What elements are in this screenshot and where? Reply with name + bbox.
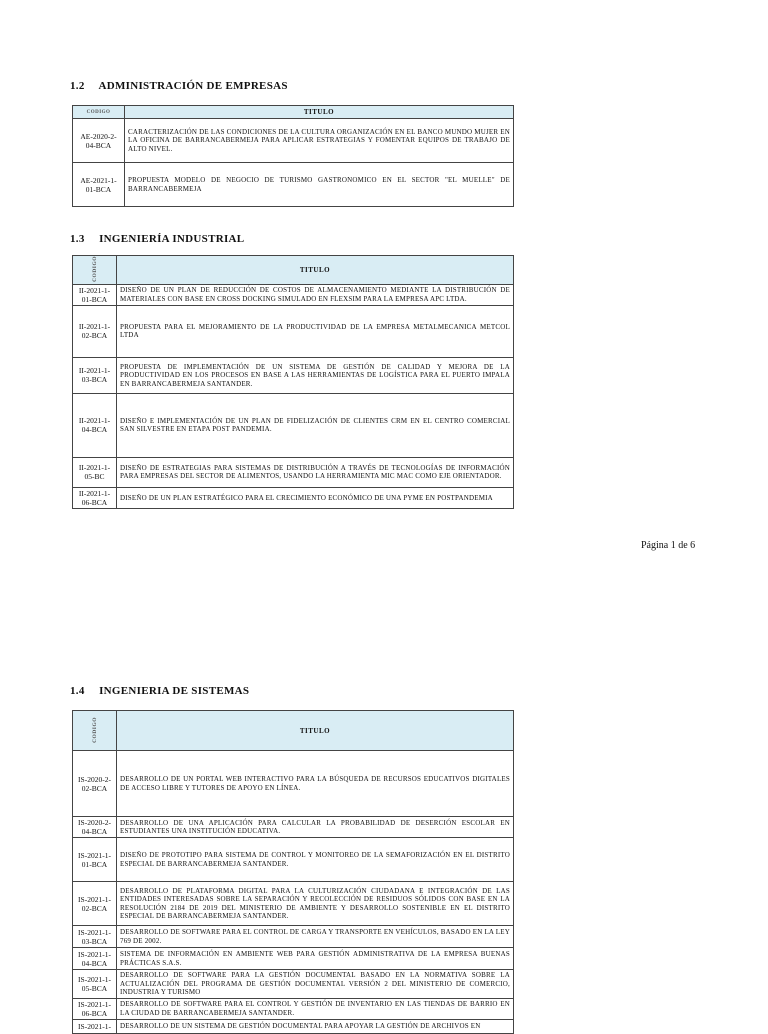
table-row [73,817,514,838]
title-cell: PROPUESTA DE IMPLEMENTACIÓN DE UN SISTEMA DE GESTIÓN DE CALIDAD Y MEJORA DE LA PRODUCTIVIDAD EN LOS PROCESOS EN BASE A LAS HERRAMIENTAS DE LOGÍSTICA PARA EL PUERTO IMPALA EN BARRANCABERMEJA SANTANDER. [117,357,514,393]
title-cell: DESARROLLO DE PLATAFORMA DIGITAL PARA LA CULTURIZACIÓN CIUDADANA E INTEGRACIÓN DE LAS ENTIDADES INTERESADAS SOBRE LA SEPARACIÓN Y RECOLECCIÓN DE RESIDUOS SÓLIDOS CON BASE EN LA RESOLUCIÓN 2184 DE 2019 DEL MINISTERIO DE AMBIENTE Y DESARROLLO SOSTENIBLE EN EL DISTRITO ESPECIAL DE BARRANCABERMEJA SANTANDER. [117,882,514,926]
title-cell: DESARROLLO DE UNA APLICACIÓN PARA CALCULAR LA PROBABILIDAD DE DESERCIÓN ESCOLAR EN ESTUDIANTES UNA INSTITUCIÓN EDUCATIVA. [117,817,514,838]
table-row [73,926,514,948]
table-row [73,1019,514,1033]
title-cell: PROPUESTA MODELO DE NEGOCIO DE TURISMO GASTRONOMICO EN EL SECTOR "EL MUELLE" DE BARRANCABERMEJA [125,163,514,207]
table-row [73,838,514,882]
column-header-codigo: CODIGO [73,256,117,285]
table-row [73,948,514,970]
table-row [73,119,514,163]
title-cell: SISTEMA DE INFORMACIÓN EN AMBIENTE WEB PARA GESTIÓN ADMINISTRATIVA DE LA EMPRESA BUENAS PRÁCTICAS S.A.S. [117,948,514,970]
table-row [73,393,514,457]
column-header-titulo: TITULO [117,256,514,285]
code-cell: II-2021-1-02-BCA [73,305,117,357]
code-cell: II-2021-1-06-BCA [73,487,117,508]
title-cell: DESARROLLO DE UN SISTEMA DE GESTIÓN DOCUMENTAL PARA APOYAR LA GESTIÓN DE ARCHIVOS EN [117,1019,514,1033]
title-cell: DESARROLLO DE SOFTWARE PARA EL CONTROL Y GESTIÓN DE INVENTARIO EN LAS TIENDAS DE BARRIO EN LA CIUDAD DE BARRANCABERMEJA SANTANDER. [117,998,514,1019]
code-cell: II-2021-1-05-BC [73,457,117,487]
title-cell: DISEÑO DE UN PLAN ESTRATÉGICO PARA EL CRECIMIENTO ECONÓMICO DE UNA PYME EN POSTPANDEMIA [117,487,514,508]
title-cell: DISEÑO DE ESTRATEGIAS PARA SISTEMAS DE DISTRIBUCIÓN A TRAVÉS DE TECNOLOGÍAS DE INFORMACIÓN PARA EMPRESAS DEL SECTOR DE ALIMENTOS, USANDO LA HERRAMIENTA MIC MAC COMO EJE ORIENTADOR. [117,457,514,487]
code-cell: IS-2021-1- [73,1019,117,1033]
table-industrial [72,255,514,509]
table-row [73,163,514,207]
section-title: INGENIERÍA INDUSTRIAL [99,233,245,245]
code-cell: IS-2021-1-06-BCA [73,998,117,1019]
table-row [73,487,514,508]
code-cell: IS-2020-2-04-BCA [73,817,117,838]
code-cell: II-2021-1-04-BCA [73,393,117,457]
section-heading-industrial [70,233,244,245]
code-cell: IS-2021-1-03-BCA [73,926,117,948]
section-title: ADMINISTRACIÓN DE EMPRESAS [98,80,288,92]
title-cell: DESARROLLO DE SOFTWARE PARA LA GESTIÓN DOCUMENTAL BASADO EN LA NORMATIVA SOBRE LA ACTUALIZACIÓN DEL PROGRAMA DE GESTIÓN DOCUMENTAL VERSIÓN 2 DEL MINISTERIO DE COMERCIO, INDUSTRIA Y TURISMO [117,970,514,999]
table-administracion [72,105,514,207]
section-title: INGENIERIA DE SISTEMAS [99,685,250,697]
table-sistemas [72,710,514,1034]
section-number: 1.4 [70,685,85,697]
code-cell: II-2021-1-03-BCA [73,357,117,393]
title-cell: CARACTERIZACIÓN DE LAS CONDICIONES DE LA CULTURA ORGANIZACIÓN EN EL BANCO MUNDO MUJER EN LA OFICINA DE BARRANCABERMEJA PARA APLICAR ESTRATEGIAS Y FOMENTAR EQUIPOS DE TRABAJO DE ALTO NIVEL. [125,119,514,163]
table-row [73,970,514,999]
table-row [73,998,514,1019]
table-row [73,305,514,357]
section-heading-administracion [70,80,288,92]
table-row [73,284,514,305]
code-cell: IS-2021-1-05-BCA [73,970,117,999]
title-cell: DESARROLLO DE UN PORTAL WEB INTERACTIVO PARA LA BÚSQUEDA DE RECURSOS EDUCATIVOS DIGITALES DE ACCESO LIBRE Y TUTORES DE APOYO EN LÍNEA. [117,751,514,817]
column-header-codigo: CODIGO [73,711,117,751]
column-header-titulo: TITULO [125,106,514,119]
code-cell: AE-2021-1-01-BCA [73,163,125,207]
column-header-codigo: CODIGO [73,106,125,119]
title-cell: DESARROLLO DE SOFTWARE PARA EL CONTROL DE CARGA Y TRANSPORTE EN VEHÍCULOS, BASADO EN LA LEY 769 DE 2002. [117,926,514,948]
title-cell: DISEÑO E IMPLEMENTACIÓN DE UN PLAN DE FIDELIZACIÓN DE CLIENTES CRM EN EL CENTRO COMERCIAL SAN SILVESTRE EN ETAPA POST PANDEMIA. [117,393,514,457]
section-number: 1.3 [70,233,85,245]
document-page-2 [0,600,768,1031]
code-cell: AE-2020-2-04-BCA [73,119,125,163]
section-number: 1.2 [70,80,85,92]
title-cell: DISEÑO DE UN PLAN DE REDUCCIÓN DE COSTOS DE ALMACENAMIENTO MEDIANTE LA DISTRIBUCIÓN DE MATERIALES CON BASE EN CROSS DOCKING SIMULADO EN FLEXSIM PARA LA EMPRESA APC LTDA. [117,284,514,305]
code-cell: IS-2021-1-04-BCA [73,948,117,970]
table-row [73,357,514,393]
title-cell: DISEÑO DE PROTOTIPO PARA SISTEMA DE CONTROL Y MONITOREO DE LA SEMAFORIZACIÓN EN EL DISTRITO ESPECIAL DE BARRANCABERMEJA SANTANDER. [117,838,514,882]
title-cell: PROPUESTA PARA EL MEJORAMIENTO DE LA PRODUCTIVIDAD DE LA EMPRESA METALMECANICA METCOL LTDA [117,305,514,357]
code-cell: IS-2021-1-01-BCA [73,838,117,882]
code-cell: IS-2021-1-02-BCA [73,882,117,926]
page-number: Página 1 de 6 [641,540,696,551]
section-heading-sistemas [70,685,249,697]
table-row [73,751,514,817]
code-cell: II-2021-1-01-BCA [73,284,117,305]
code-cell: IS-2020-2-02-BCA [73,751,117,817]
table-row [73,882,514,926]
column-header-titulo: TITULO [117,711,514,751]
table-row [73,457,514,487]
